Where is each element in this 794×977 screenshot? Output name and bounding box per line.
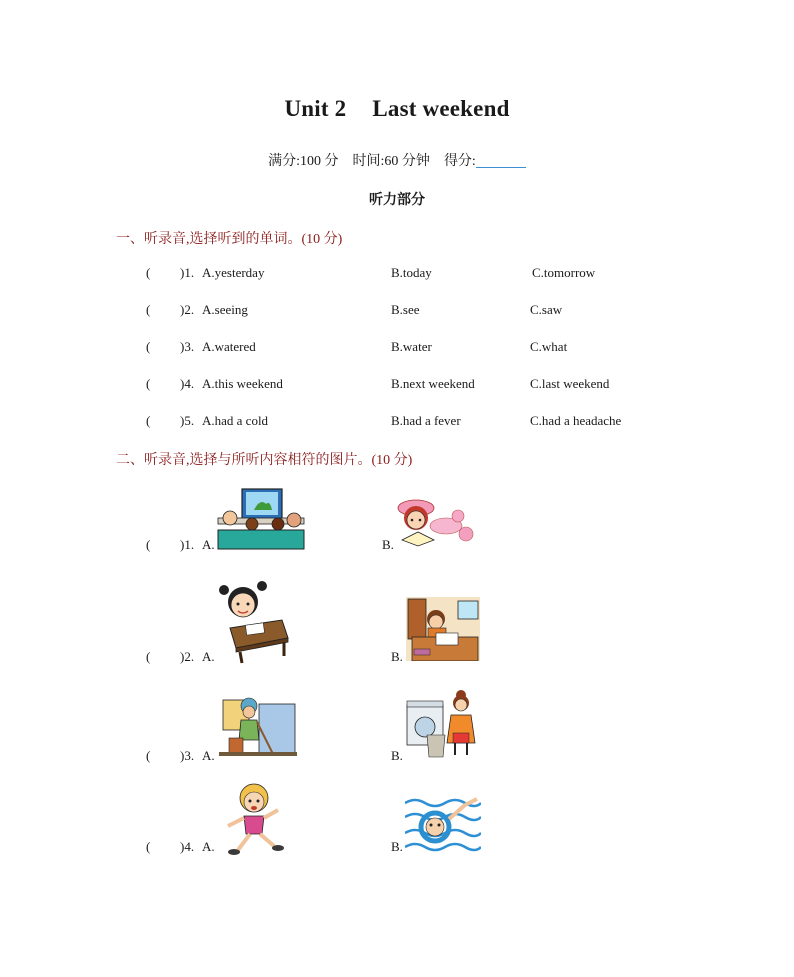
option-b: B.had a fever xyxy=(391,413,461,428)
score-label: 得分: xyxy=(443,154,476,169)
option-c: C.last weekend xyxy=(530,376,610,391)
kids-watching-tv-picture[interactable] xyxy=(216,488,306,550)
option-c: C.what xyxy=(530,339,568,354)
answer-paren[interactable]: ( xyxy=(146,748,151,763)
answer-paren[interactable]: ( xyxy=(146,649,151,664)
question-number: )1. xyxy=(180,537,195,552)
option-a: A. xyxy=(202,748,215,763)
section1-heading: 一、听录音,选择听到的单词。(10 分) xyxy=(116,232,343,247)
answer-paren[interactable]: ( xyxy=(146,413,151,428)
page-title xyxy=(0,96,794,122)
boy-running-picture[interactable] xyxy=(218,782,284,856)
option-a: A.seeing xyxy=(202,302,248,317)
man-cleaning-room-picture[interactable] xyxy=(219,692,297,760)
girl-at-desk-picture[interactable] xyxy=(216,580,292,664)
unit-label: Unit 2 xyxy=(284,96,347,121)
boy-doing-homework-picture[interactable] xyxy=(406,597,480,661)
exam-meta xyxy=(0,150,794,170)
girl-reading-book-picture[interactable] xyxy=(396,496,474,548)
question-number: )3. xyxy=(180,339,195,354)
question-number: )5. xyxy=(180,413,195,428)
option-a: A. xyxy=(202,537,215,552)
unit-name: Last weekend xyxy=(372,96,510,121)
option-a: A.yesterday xyxy=(202,265,265,280)
boy-swimming-picture[interactable] xyxy=(405,789,481,853)
question-number: )2. xyxy=(180,649,195,664)
option-c: C.tomorrow xyxy=(532,265,596,280)
answer-paren[interactable]: ( xyxy=(146,302,151,317)
answer-paren[interactable]: ( xyxy=(146,537,151,552)
option-b: B. xyxy=(391,839,403,854)
option-b: B.see xyxy=(391,302,420,317)
option-a: A.watered xyxy=(202,339,256,354)
question-number: )1. xyxy=(180,265,195,280)
option-b: B.today xyxy=(391,265,432,280)
option-b: B. xyxy=(382,537,394,552)
time-limit: 时间:60 分钟 xyxy=(352,154,430,169)
score-blank[interactable] xyxy=(476,153,526,168)
answer-paren[interactable]: ( xyxy=(146,839,151,854)
option-b: B.next weekend xyxy=(391,376,475,391)
girl-washing-clothes-picture[interactable] xyxy=(405,687,481,759)
option-c: C.saw xyxy=(530,302,563,317)
option-a: A.this weekend xyxy=(202,376,283,391)
option-b: B. xyxy=(391,748,403,763)
option-b: B.water xyxy=(391,339,432,354)
question-number: )2. xyxy=(180,302,195,317)
question-number: )4. xyxy=(180,376,195,391)
option-c: C.had a headache xyxy=(530,413,622,428)
question-number: )4. xyxy=(180,839,195,854)
answer-paren[interactable]: ( xyxy=(146,339,151,354)
option-a: A. xyxy=(202,649,215,664)
question-number: )3. xyxy=(180,748,195,763)
answer-paren[interactable]: ( xyxy=(146,376,151,391)
option-b: B. xyxy=(391,649,403,664)
answer-paren[interactable]: ( xyxy=(146,265,151,280)
full-score: 满分:100 分 xyxy=(268,154,339,169)
option-a: A. xyxy=(202,839,215,854)
part-title: 听力部分 xyxy=(369,193,425,208)
section2-heading: 二、听录音,选择与所听内容相符的图片。(10 分) xyxy=(116,453,413,468)
option-a: A.had a cold xyxy=(202,413,269,428)
